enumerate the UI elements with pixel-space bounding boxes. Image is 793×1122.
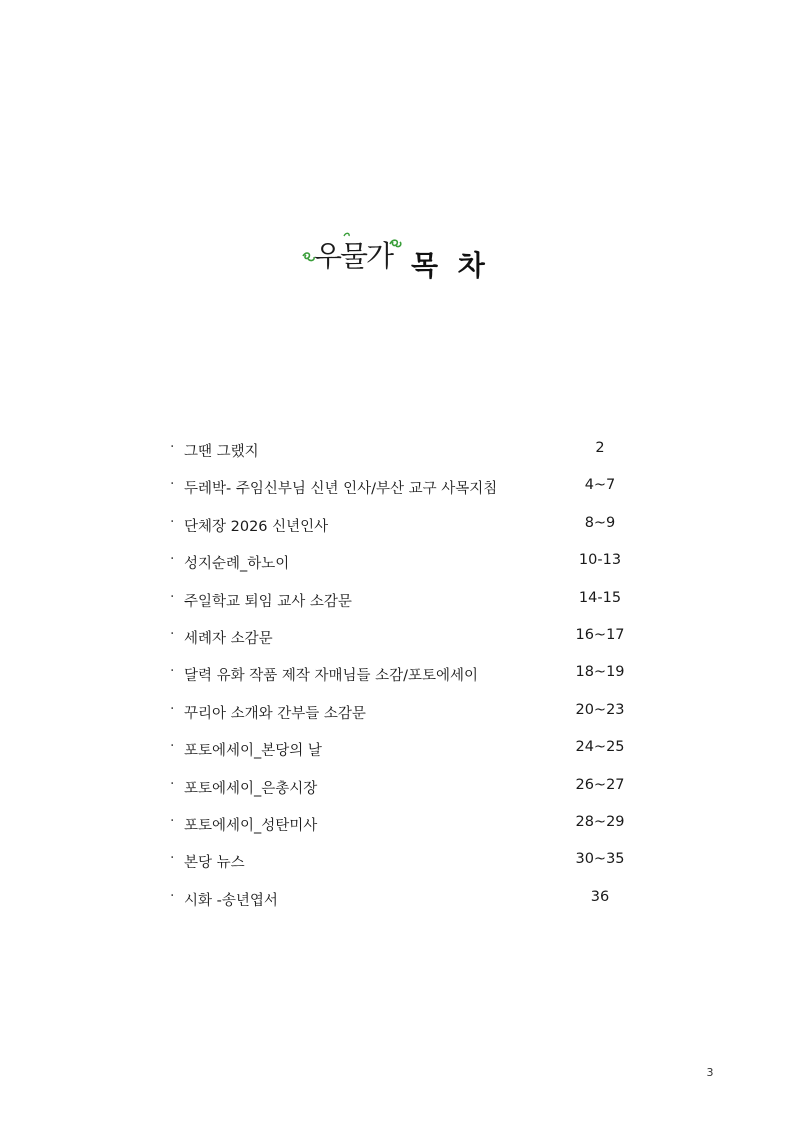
toc-entry-pages: 16~17 — [575, 626, 625, 643]
toc-entry-pages: 36 — [590, 888, 610, 905]
toc-entry[interactable] — [168, 506, 648, 543]
toc-entry-title: 단체장 2026 신년인사 — [184, 518, 329, 535]
toc-entry-pages: 10-13 — [578, 552, 622, 569]
toc-entry-title: 두레박- 주임신부님 신년 인사/부산 교구 사목지침 — [184, 481, 498, 498]
toc-entry[interactable] — [168, 581, 648, 618]
bullet-point: · — [170, 663, 175, 680]
bullet-point: · — [170, 439, 175, 455]
toc-entry-title: 그땐 그랬지 — [184, 444, 259, 460]
bullet-point: · — [170, 476, 175, 493]
bullet-point: · — [170, 588, 175, 605]
toc-entry-title: 본당 뉴스 — [184, 855, 245, 872]
bullet-point: · — [170, 850, 175, 867]
logo-wordmark: 우물가 — [314, 239, 393, 273]
toc-entry[interactable] — [168, 730, 648, 767]
toc-entry-pages: 8~9 — [584, 514, 616, 531]
toc-entry-pages: 2 — [595, 440, 605, 456]
toc-entry[interactable] — [168, 618, 648, 655]
toc-entry[interactable] — [168, 468, 648, 505]
toc-entry-title: 성지순례_하노이 — [184, 556, 290, 573]
uomulga-logo — [300, 232, 404, 282]
toc-entry-title: 주일학교 퇴임 교사 소감문 — [184, 593, 352, 610]
bullet-point: · — [170, 551, 175, 568]
toc-entry[interactable] — [168, 431, 648, 468]
bullet-point: · — [170, 887, 175, 904]
toc-entry-pages: 14-15 — [578, 589, 622, 606]
toc-entry[interactable] — [168, 693, 648, 730]
table-of-contents — [168, 431, 648, 917]
bullet-point: · — [170, 625, 175, 642]
toc-entry[interactable] — [168, 543, 648, 580]
page-title: 목 차 — [411, 249, 490, 282]
toc-entry-pages: 28~29 — [575, 813, 625, 830]
toc-entry-title: 꾸리아 소개와 간부들 소감문 — [184, 705, 366, 722]
toc-entry-title: 포토에세이_본당의 날 — [184, 743, 322, 760]
toc-entry-title: 시화 -송년엽서 — [184, 892, 278, 909]
bullet-point: · — [170, 513, 175, 530]
toc-entry-pages: 4~7 — [584, 477, 616, 494]
toc-entry[interactable] — [168, 655, 648, 692]
toc-entry[interactable] — [168, 805, 648, 842]
toc-entry-pages: 20~23 — [575, 701, 625, 718]
toc-entry[interactable] — [168, 768, 648, 805]
bullet-point: · — [170, 738, 175, 755]
bullet-point: · — [170, 775, 175, 792]
toc-entry-pages: 26~27 — [575, 776, 625, 793]
toc-header — [0, 232, 793, 288]
toc-entry[interactable] — [168, 880, 648, 917]
toc-entry-title: 포토에세이_은총시장 — [184, 780, 318, 797]
toc-entry-pages: 24~25 — [575, 739, 625, 756]
bullet-point: · — [170, 812, 175, 829]
toc-entry-title: 포토에세이_성탄미사 — [184, 817, 318, 834]
page-number: 3 — [706, 1066, 714, 1079]
toc-entry-pages: 18~19 — [575, 664, 625, 681]
toc-entry-title: 달력 유화 작품 제작 자매님들 소감/포토에세이 — [184, 668, 479, 685]
toc-entry-pages: 30~35 — [575, 851, 625, 868]
toc-entry[interactable] — [168, 842, 648, 879]
toc-entry-title: 세례자 소감문 — [184, 630, 273, 647]
bullet-point: · — [170, 700, 175, 717]
